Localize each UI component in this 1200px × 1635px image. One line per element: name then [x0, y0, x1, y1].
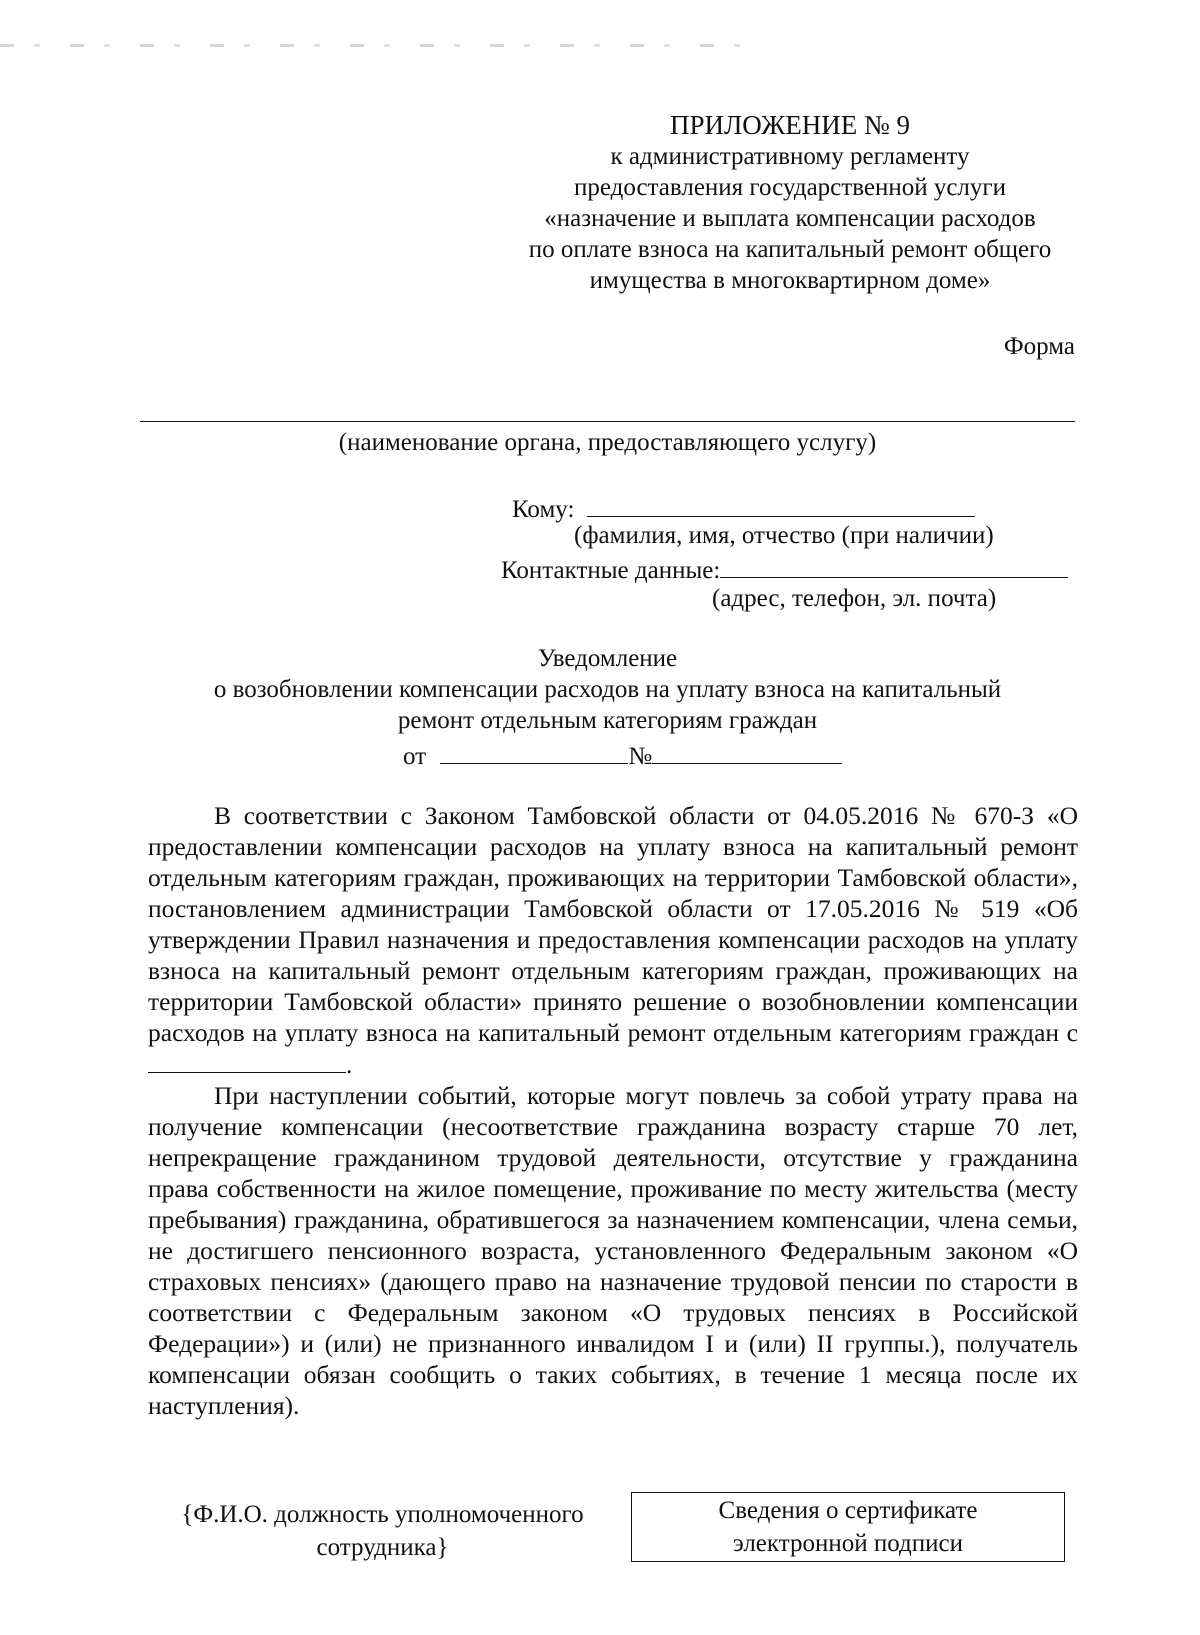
- contact-row: [501, 553, 1068, 585]
- form-label: Форма: [1003, 333, 1075, 360]
- certificate-line: Сведения о сертификате: [718, 1497, 978, 1524]
- notice-subtitle: ремонт отдельным категориям граждан: [397, 707, 818, 734]
- date-blank[interactable]: [440, 739, 628, 764]
- appendix-line: имущества в многоквартирном доме»: [589, 267, 991, 294]
- contact-blank[interactable]: [720, 553, 1068, 578]
- recipient-name-blank[interactable]: [587, 492, 975, 517]
- contact-caption: (адрес, телефон, эл. почта): [712, 585, 997, 612]
- signature-certificate-box: [631, 1492, 1065, 1562]
- appendix-line: к административному регламенту: [610, 143, 970, 170]
- notice-title: Уведомление: [537, 645, 678, 672]
- org-name-blank[interactable]: [140, 421, 1075, 422]
- appendix-line: «назначение и выплата компенсации расходов: [544, 205, 1036, 232]
- signer-line: сотрудника}: [316, 1534, 449, 1561]
- body-paragraph: При наступлении событий, которые могут повлечь за собой утрату права на получение компенсации (несоответствие гражданина возрасту старше 70 лет, непрекращение гражданином трудовой деятельности, отсутствие у гражданина права собственности на жилое помещение, проживание по месту жительства (месту пребывания) гражданина, обратившегося за назначением компенсации, члена семьи, не достигшего пенсионного возраста, установленного Федеральным законом «О страховых пенсиях» (дающего право на назначение трудовой пенсии по старости в соответствии с Федеральным законом «О трудовых пенсиях в Российской Федерации») и (или) не признанного инвалидом I и (или) II группы.), получатель компенсации обязан сообщить о таких событиях, в течение 1 месяца после их наступления).: [148, 1081, 1078, 1420]
- number-blank[interactable]: [652, 739, 842, 764]
- notice-date-number-row: [403, 739, 842, 771]
- org-name-caption: (наименование органа, предоставляющего услугу): [338, 429, 877, 456]
- appendix-title: ПРИЛОЖЕНИЕ № 9: [669, 110, 911, 140]
- recipient-row: [512, 492, 975, 524]
- date-label: от: [403, 743, 427, 770]
- notice-subtitle: о возобновлении компенсации расходов на уплату взноса на капитальный: [213, 676, 1002, 703]
- body-paragraph: [148, 800, 1078, 1080]
- scan-artifact: [0, 44, 760, 47]
- recipient-label: Кому:: [512, 496, 575, 523]
- number-label: №: [628, 743, 653, 770]
- contact-label: Контактные данные:: [501, 557, 721, 584]
- signer-line: {Ф.И.О. должность уполномоченного: [181, 1501, 584, 1528]
- resume-date-blank[interactable]: [148, 1048, 346, 1073]
- signer-block: [150, 1498, 615, 1564]
- appendix-line: предоставления государственной услуги: [573, 174, 1007, 201]
- appendix-line: по оплате взноса на капитальный ремонт общего: [528, 236, 1052, 263]
- recipient-caption: (фамилия, имя, отчество (при наличии): [574, 522, 994, 549]
- appendix-header: [490, 110, 1090, 296]
- paragraph-end: .: [346, 1050, 353, 1079]
- notice-heading: [140, 643, 1075, 736]
- notice-body: [148, 800, 1078, 1421]
- body-paragraph-text: В соответствии с Законом Тамбовской области от 04.05.2016 № 670-З «О предоставлении компенсации расходов на уплату взноса на капитальный ремонт отдельным категориям граждан, проживающих на территории Тамбовской области», постановлением администрации Тамбовской области от 17.05.2016 № 519 «Об утверждении Правил назначения и предоставления компенсации расходов на уплату взноса на капитальный ремонт отдельным категориям граждан, проживающих на территории Тамбовской области» принято решение о возобновлении компенсации расходов на уплату взноса на капитальный ремонт отдельным категориям граждан с: [148, 801, 1078, 1047]
- certificate-line: электронной подписи: [733, 1530, 963, 1557]
